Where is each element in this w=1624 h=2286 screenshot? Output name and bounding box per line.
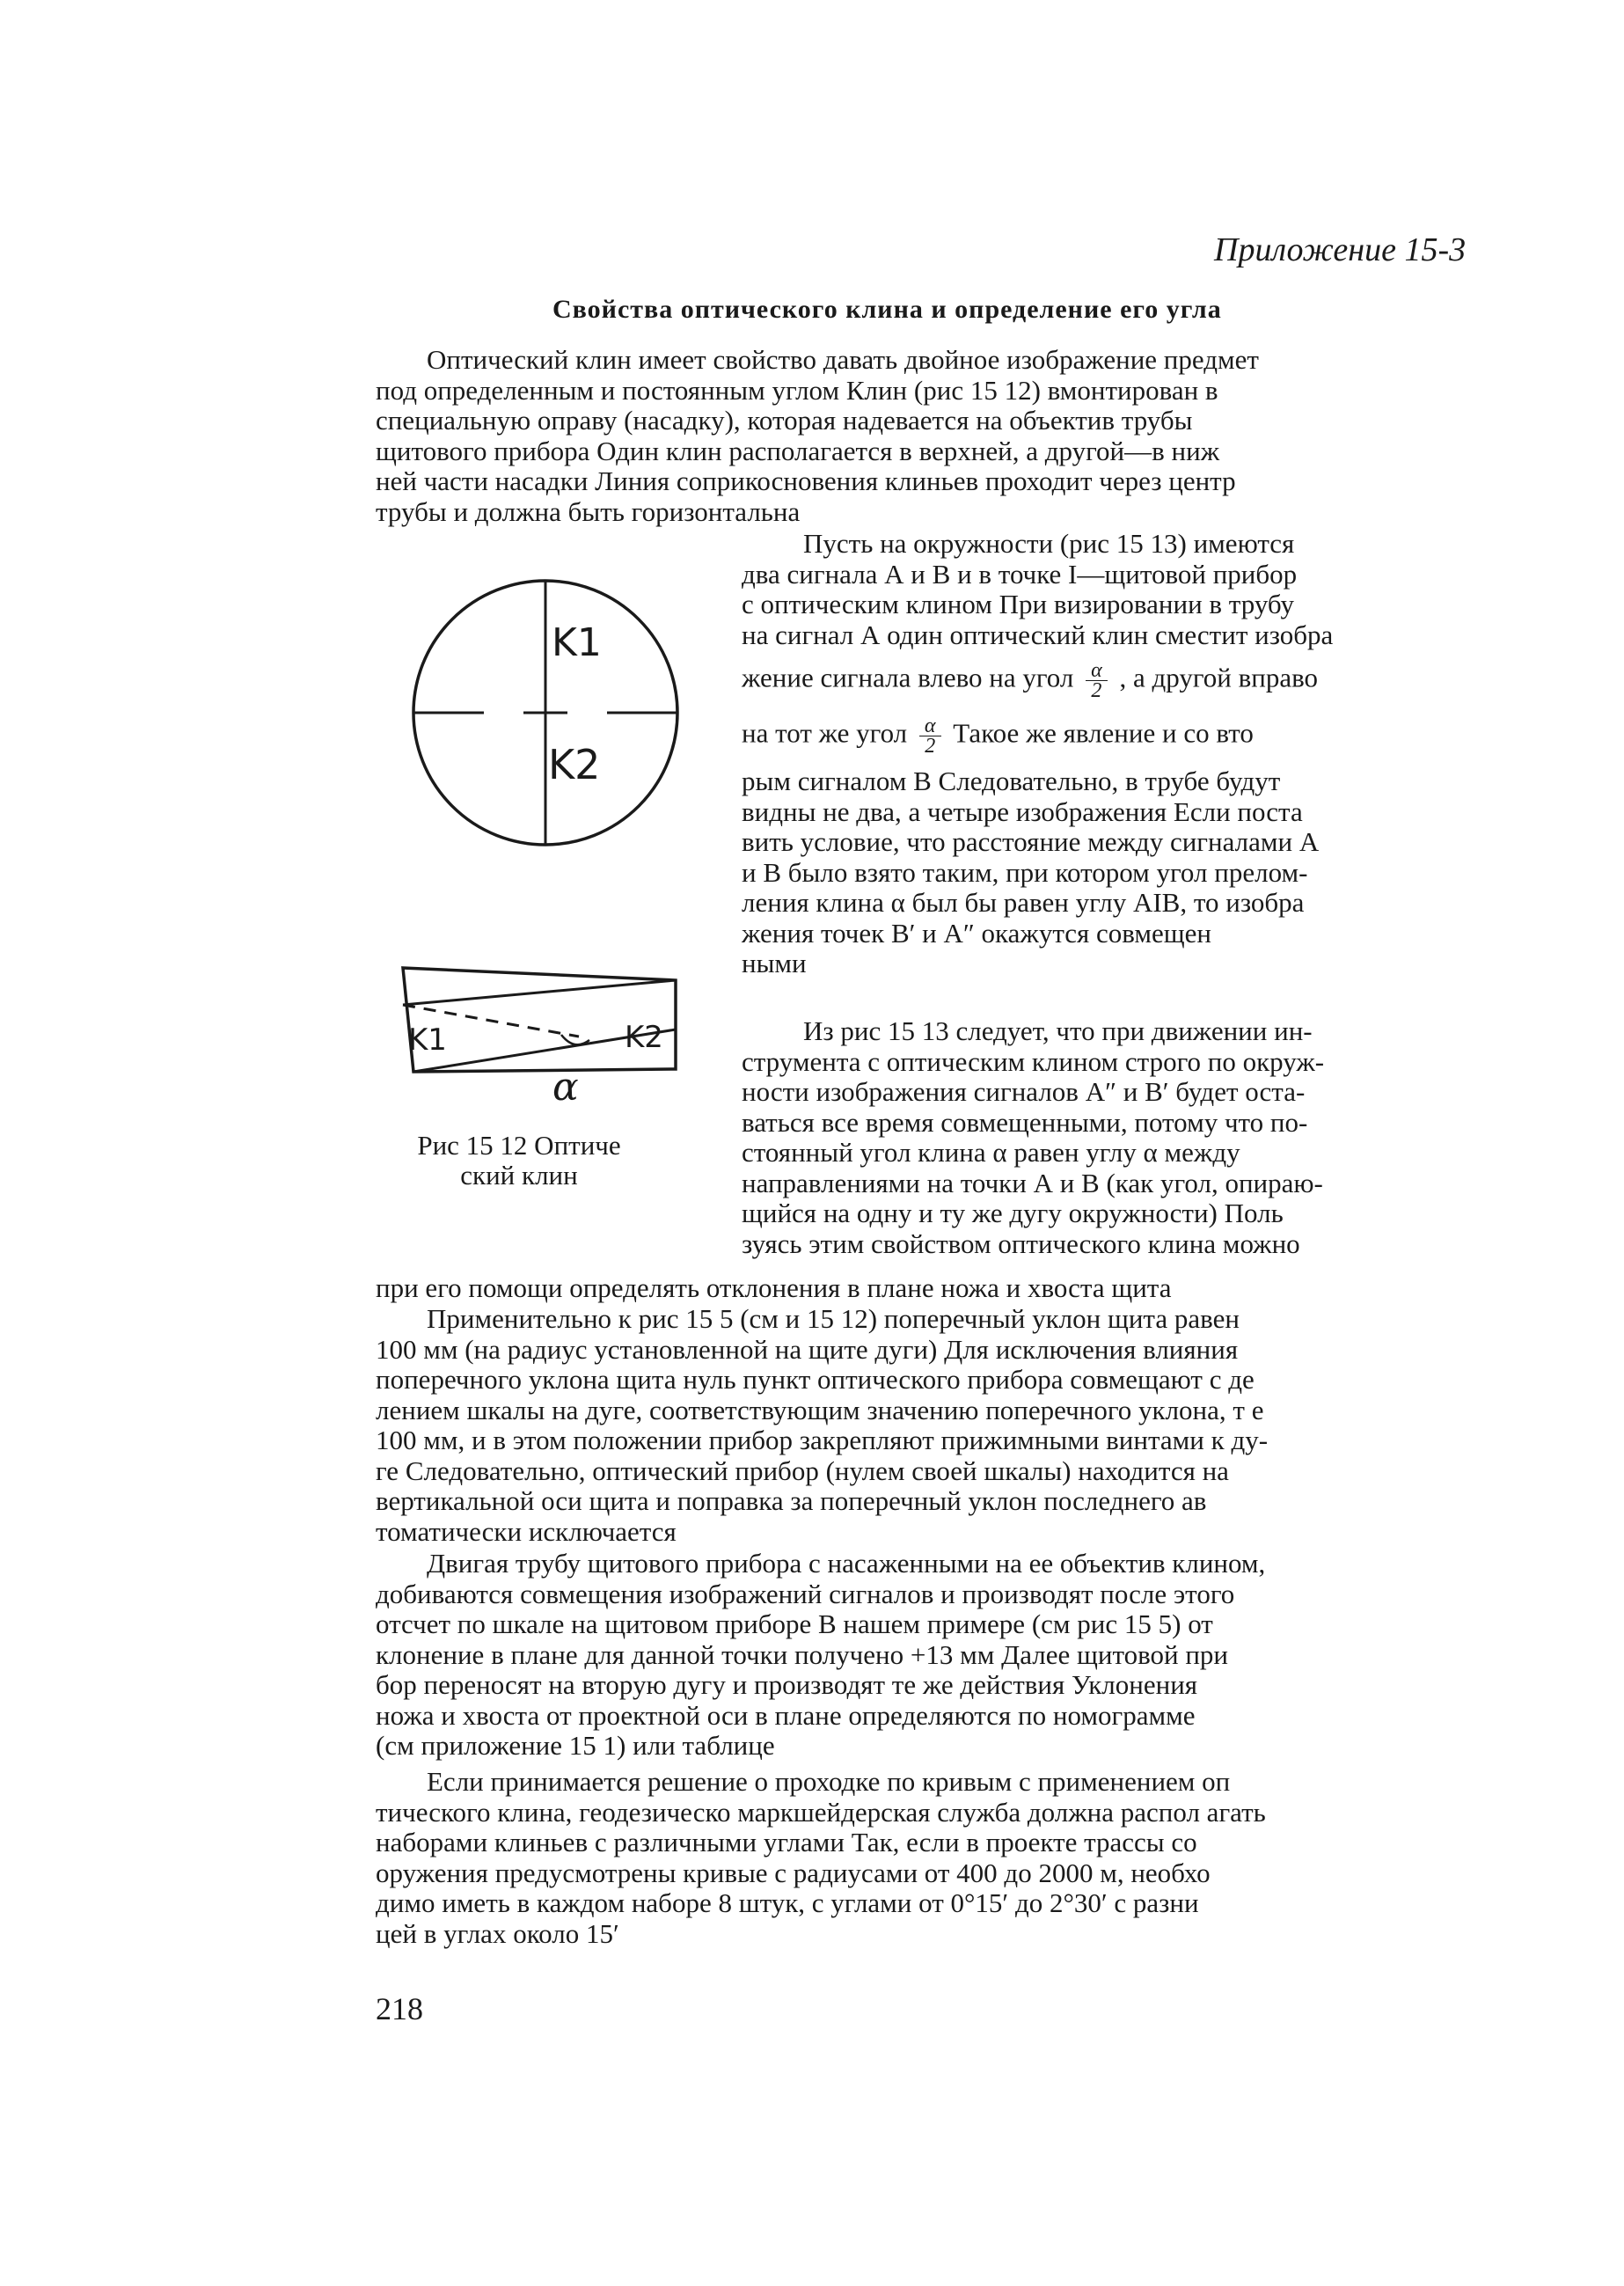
text-line: тического клина, геодезическо маркшейдерская служба должна распол агать: [376, 1796, 1266, 1828]
figure-wedge-diagram: [394, 959, 684, 1113]
text-line: поперечного уклона щита нуль пункт оптического прибора совмещают с де: [376, 1364, 1255, 1395]
text-line: 100 мм (на радиус установленной на щите дуги) Для исключения влияния: [376, 1333, 1239, 1365]
text-line: специальную оправу (насадку), которая надевается на объектив трубы: [376, 405, 1193, 436]
fraction-denominator: 2: [925, 735, 936, 758]
text-line: наборами клиньев с различными углами Так, если в проекте трассы со: [376, 1827, 1197, 1857]
label-alpha: α: [552, 1065, 579, 1110]
text-line: ными: [742, 948, 807, 978]
text-line: видны не два, а четыре изображения Если поста: [742, 795, 1303, 827]
text-line: Если принимается решение о проходке по кривым с применением оп: [427, 1766, 1231, 1797]
text-line: рым сигналом В Следовательно, в трубе будут: [742, 766, 1281, 796]
text-line: Пусть на окружности (рис 15 13) имеются: [803, 528, 1295, 559]
text-line: ления клина α был бы равен углу AIB, то изобра: [742, 887, 1305, 918]
text-line: на сигнал А один оптический клин сместит изобра: [742, 619, 1334, 650]
text-line: томатически исключается: [376, 1515, 677, 1547]
caption-line: ский клин: [460, 1160, 578, 1191]
text-line: димо иметь в каждом наборе 8 штук, с углами от 0°15′ до 2°30′ с разни: [376, 1887, 1199, 1918]
text-line: ней части насадки Линия соприкосновения клиньев проходит через центр: [376, 465, 1236, 496]
text-line: струмента с оптическим клином строго по окруж-: [742, 1045, 1325, 1077]
text-line: щитового прибора Один клин располагается в верхней, а другой—в ниж: [376, 435, 1220, 466]
text-line: ге Следовательно, оптический прибор (нулем своей шкалы) находится на: [376, 1454, 1229, 1486]
fraction-alpha-over-2: [919, 716, 941, 756]
section-title: Свойства оптического клина и определение его угла: [552, 295, 1222, 324]
paragraph-3: [742, 1016, 1463, 1259]
text-line: ваться все время совмещенными, потому что по-: [742, 1106, 1308, 1138]
text-line: Оптический клин имеет свойство давать двойное изображение предмет: [427, 344, 1259, 375]
text-line: ножа и хвоста от проектной оси в плане определяются по номограмме: [376, 1699, 1196, 1731]
paragraph-1: [376, 345, 1462, 527]
paragraph-5: [376, 1549, 1462, 1762]
fraction-numerator: α: [1086, 661, 1108, 681]
fraction-line-1: [742, 661, 1463, 700]
fraction-alpha-over-2: [1086, 661, 1108, 700]
fraction-numerator: α: [919, 716, 941, 736]
text-fragment: жение сигнала влево на угол: [742, 662, 1074, 693]
text-line: и В было взято таким, при котором угол прелом-: [742, 856, 1308, 888]
text-fragment: Такое же явление и со вто: [953, 717, 1254, 749]
label-k1: K1: [408, 1022, 447, 1058]
text-line: вить условие, что расстояние между сигналами А: [742, 826, 1320, 857]
appendix-label: Приложение 15-3: [1214, 231, 1467, 268]
wedge-top-line: [403, 980, 676, 1005]
figure-circle-diagram: [400, 563, 691, 862]
paragraph-3-tail: [376, 1273, 1462, 1304]
label-k2: K2: [548, 741, 601, 788]
text-line: Применительно к рис 15 5 (см и 15 12) поперечный уклон щита равен: [427, 1303, 1240, 1334]
text-fragment: на тот же угол: [742, 717, 908, 749]
text-line: стоянный угол клина α равен углу α между: [742, 1137, 1240, 1168]
text-line: под определенным и постоянным углом Клин (рис 15 12) вмонтирован в: [376, 374, 1218, 406]
text-line: ности изображения сигналов А″ и В′ будет оста-: [742, 1076, 1306, 1107]
text-line: отсчет по шкале на щитовом приборе В нашем примере (см рис 15 5) от: [376, 1608, 1213, 1639]
text-line: Двигая трубу щитового прибора с насаженными на ее объектив клином,: [427, 1548, 1266, 1579]
text-line: щийся на одну и ту же дугу окружности) Поль: [742, 1198, 1284, 1228]
text-line: трубы и должна быть горизонтальна: [376, 495, 801, 527]
text-line: бор переносят на вторую дугу и производят те же действия Уклонения: [376, 1669, 1198, 1700]
text-line: с оптическим клином При визировании в трубу: [742, 589, 1295, 619]
text-line: Из рис 15 13 следует, что при движении ин-: [803, 1015, 1313, 1046]
text-line: цей в углах около 15′: [376, 1917, 619, 1949]
fraction-line-2: [742, 716, 1463, 756]
caption-line: Рис 15 12 Оптиче: [417, 1130, 621, 1161]
label-k1: K1: [552, 620, 602, 665]
text-line: клонение в плане для данной точки получено +13 мм Далее щитовой при: [376, 1638, 1229, 1670]
label-k2: K2: [625, 1020, 663, 1055]
paragraph-4: [376, 1304, 1462, 1547]
text-fragment: , а другой вправо: [1119, 662, 1319, 693]
text-line: направлениями на точки А и В (как угол, опираю-: [742, 1167, 1323, 1198]
text-line: два сигнала А и В и в точке I—щитовой прибор: [742, 558, 1298, 590]
text-line: (см приложение 15 1) или таблице: [376, 1730, 775, 1761]
text-line: 100 мм, и в этом положении прибор закрепляют прижимными винтами к ду-: [376, 1425, 1269, 1455]
text-line: вертикальной оси щита и поправка за поперечный уклон последнего ав: [376, 1485, 1207, 1516]
text-line: оружения предусмотрены кривые с радиусами от 400 до 2000 м, необхо: [376, 1857, 1211, 1888]
text-line: добиваются совмещения изображений сигналов и производят после этого: [376, 1578, 1235, 1609]
text-line: лением шкалы на дуге, соответствующим значению поперечного уклона, т е: [376, 1394, 1264, 1425]
figure-caption: [378, 1131, 660, 1191]
fraction-denominator: 2: [1091, 679, 1102, 702]
text-line: при его помощи определять отклонения в плане ножа и хвоста щита: [376, 1272, 1172, 1303]
paragraph-2: [742, 529, 1463, 979]
page-number: 218: [376, 1991, 423, 2026]
text-line: жения точек В′ и А″ окажутся совмещен: [742, 917, 1211, 949]
paragraph-6: [376, 1767, 1462, 1949]
text-line: зуясь этим свойством оптического клина можно: [742, 1227, 1300, 1259]
